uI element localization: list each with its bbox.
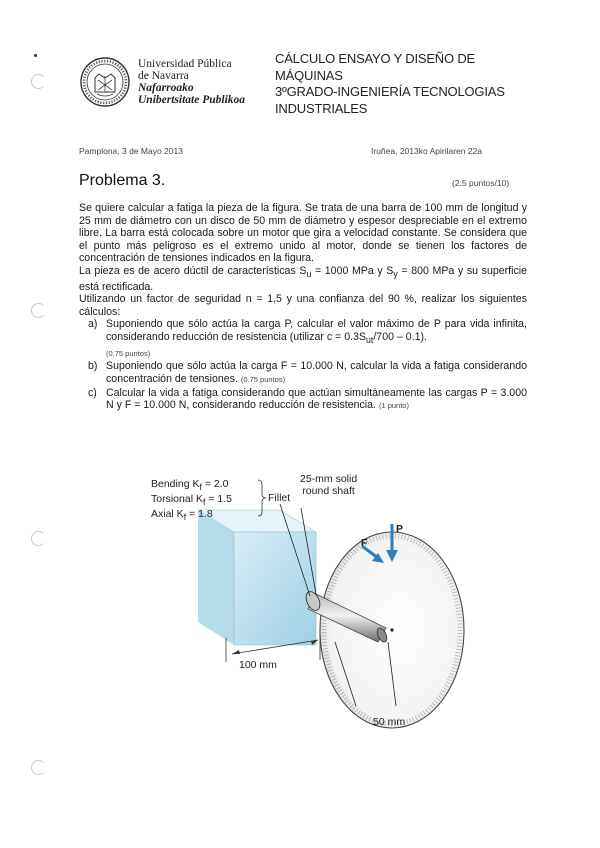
- course-line-1: CÁLCULO ENSAYO Y DISEÑO DE: [275, 51, 475, 66]
- university-line-4: Unibertsitate Publikoa: [138, 94, 246, 106]
- course-line-2: MÁQUINAS: [275, 67, 343, 83]
- task-item-c: [79, 387, 527, 413]
- kf-bending-text: Bending K: [151, 478, 200, 490]
- university-line-3: Nafarroako: [138, 82, 194, 94]
- kf-sub: f: [202, 497, 206, 508]
- problem-title: Problema 3.: [79, 172, 166, 189]
- paragraph-2: [79, 265, 527, 293]
- course-line-3: 3ºGRADO-INGENIERÍA TECNOLOGIAS: [275, 84, 505, 99]
- dim-disk-label: 50 mm: [373, 716, 406, 728]
- kf-torsional-label: [151, 493, 232, 507]
- para2-sub-u: u: [306, 269, 312, 280]
- load-p-label: P: [396, 523, 404, 535]
- task-sub: ut: [365, 335, 374, 346]
- dim-length-label: 100 mm: [239, 659, 277, 671]
- university-line-1: Universidad Pública: [138, 58, 232, 70]
- motor-block-front: [234, 532, 316, 645]
- paragraph-1: Se quiere calcular a fatiga la pieza de la figura. Se trata de una barra de 100 mm de longitud y 25 mm de diámetro con un disco de 50 mm de diámetro y espesor despreciable en el extremo libre. La barra está colocada sobre un motor que gira a velocidad constante. Se considera que el punto más peligroso es el extremo unido al motor, donde se tienen los factores de concentración de tensiones indicados en la figura.: [79, 202, 527, 265]
- kf-axial-value: = 1.8: [186, 508, 213, 520]
- para2-sub-y: y: [393, 269, 398, 280]
- kf-axial-label: [151, 508, 213, 522]
- task-label: c): [88, 386, 97, 399]
- punch-hole: [31, 760, 46, 775]
- task-label: b): [88, 360, 98, 373]
- task-points: (0.75 puntos): [240, 374, 286, 384]
- motor-block-side: [198, 510, 234, 645]
- task-label: a): [88, 318, 98, 331]
- task-item-a: [79, 318, 527, 360]
- kf-bending-label: [151, 478, 228, 492]
- university-seal-logo: [79, 56, 131, 108]
- load-f-label: F: [361, 537, 368, 549]
- dot-mark: [34, 54, 37, 57]
- task-text-end: /700 – 0.1).: [373, 331, 427, 344]
- problem-statement: [79, 202, 527, 413]
- kf-sub: f: [199, 482, 202, 493]
- para2-text-a: La pieza es de acero dúctil de características S: [79, 264, 307, 277]
- task-text: Suponiendo que sólo actúa la carga P, calcular el valor máximo de P para vida infinita, considerando reducción de resistencia (utilizar c = 0.3S: [106, 318, 527, 344]
- para2-text-b: = 1000 MPa y S: [311, 264, 394, 277]
- paragraph-3: Utilizando un factor de seguridad n = 1,5 y una confianza del 90 %, realizar los siguientes cálculos:: [79, 293, 527, 318]
- para2-text-c: = 800 MPa y su superficie está rectificada.: [79, 264, 527, 293]
- punch-hole: [31, 531, 46, 546]
- task-item-b: [79, 360, 527, 386]
- kf-torsional-text: Torsional K: [151, 493, 203, 505]
- course-line-4: INDUSTRIALES: [275, 100, 368, 116]
- shaft-label-line-1: 25-mm solid: [300, 473, 358, 485]
- task-points: (0.75 puntos): [106, 348, 151, 358]
- punch-hole: [31, 303, 46, 318]
- kf-axial-text: Axial K: [151, 508, 184, 520]
- place-date-basque: Iruñea, 2013ko Apirilaren 22a: [371, 146, 483, 156]
- kf-sub: f: [183, 512, 187, 523]
- place-date: Pamplona, 3 de Mayo 2013: [79, 146, 183, 156]
- kf-torsional-value: = 1.5: [205, 493, 232, 505]
- fillet-label: Fillet: [268, 492, 291, 504]
- kf-bending-value: = 2.0: [201, 478, 229, 490]
- shaft-label-line-2: round shaft: [302, 485, 355, 497]
- task-list: [79, 318, 527, 412]
- punch-hole: [31, 74, 46, 89]
- task-text: Suponiendo que sólo actúa la carga F = 10.000 N, calcular la vida a fatiga considerando concentración de tensiones.: [106, 360, 527, 385]
- problem-points: (2.5 puntos/10): [452, 178, 510, 188]
- task-text: Calcular la vida a fatiga considerando que actúan simultáneamente las cargas P = 3.000 N y F = 10.000 N, considerando reducción de resistencia.: [106, 386, 527, 412]
- course-title: [275, 51, 505, 117]
- shaft-label: [300, 473, 357, 497]
- task-points: (1 punto): [378, 401, 409, 411]
- university-name: [138, 58, 245, 106]
- university-line-2: de Navarra: [138, 70, 189, 82]
